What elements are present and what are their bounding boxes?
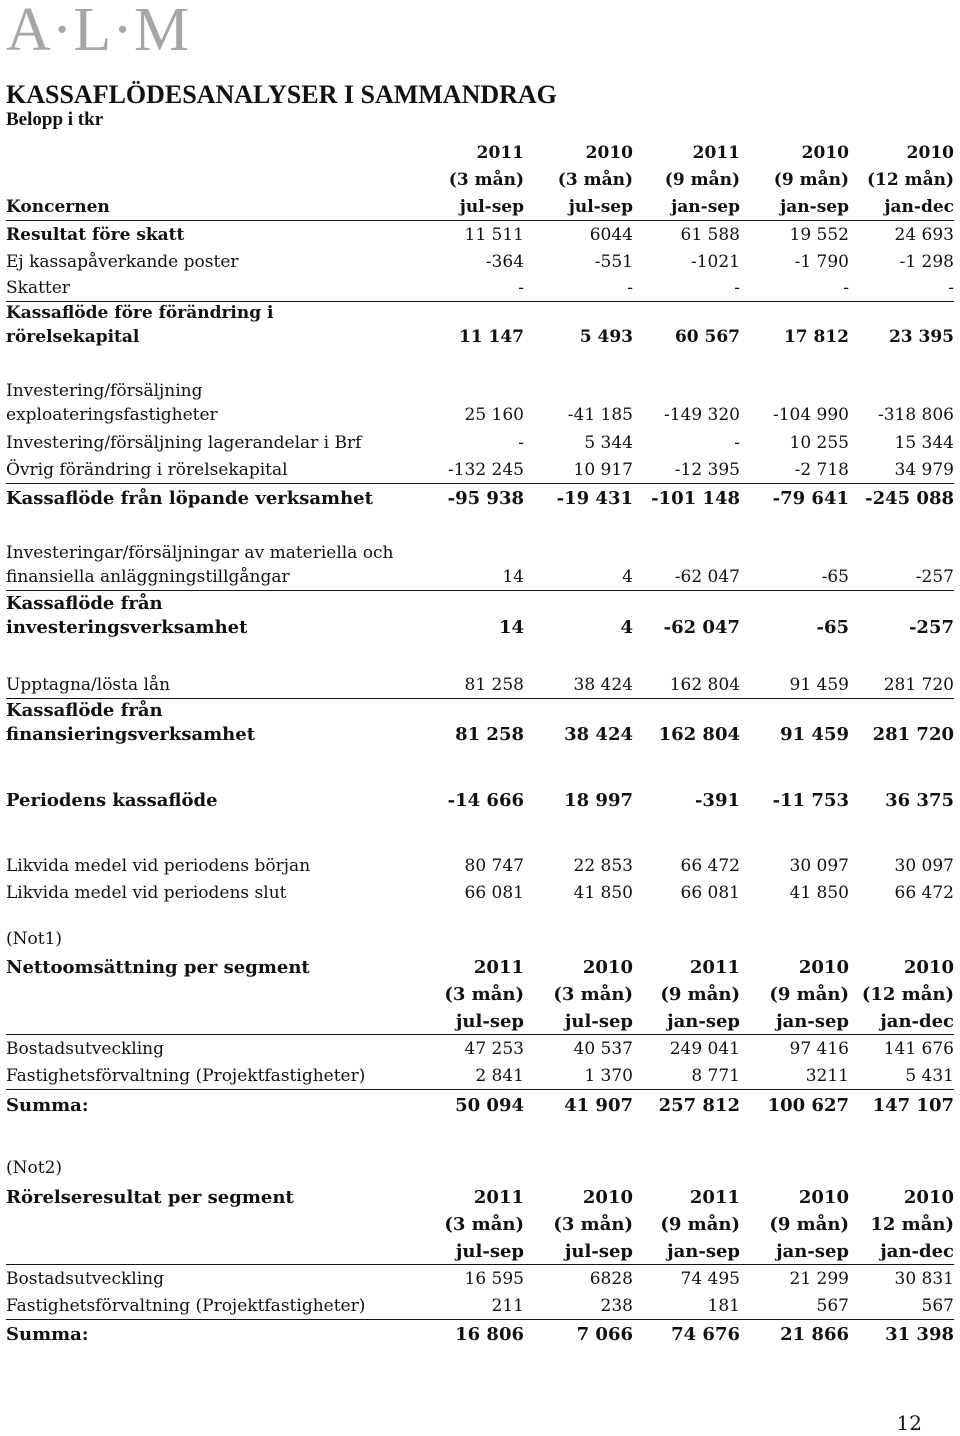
row-value: 30 097 (789, 856, 849, 876)
row-value: 80 747 (464, 856, 524, 876)
row-value: -1 298 (899, 252, 954, 272)
row-value: 23 395 (888, 327, 954, 347)
header-range: jan-dec (884, 197, 954, 217)
row-label: Investering/försäljning lagerandelar i Brf (6, 433, 362, 453)
row-label: rörelsekapital (6, 327, 140, 347)
row-value: - (734, 433, 740, 453)
row-label: Periodens kassaflöde (6, 790, 218, 811)
row-value: - (627, 278, 633, 298)
row-value: -551 (594, 252, 633, 272)
table-row (6, 1092, 954, 1118)
row-value: 16 595 (464, 1269, 524, 1289)
row-value: 21 299 (789, 1269, 849, 1289)
table-row (6, 853, 954, 879)
row-value: - (518, 278, 524, 298)
row-value: -65 (821, 567, 849, 587)
note2-title: Rörelseresultat per segment (6, 1187, 294, 1208)
row-value: -12 395 (674, 460, 740, 480)
row-value: 15 344 (894, 433, 954, 453)
table-row (6, 787, 954, 813)
row-value: - (843, 278, 849, 298)
row-label: Likvida medel vid periodens början (6, 856, 311, 876)
note1-header (6, 954, 954, 1036)
header-period: (3 mån) (553, 1214, 633, 1235)
header-range: jan-dec (880, 1011, 954, 1032)
note1-title: Nettoomsättning per segment (6, 957, 310, 978)
header-period: 12 mån) (870, 1214, 954, 1235)
row-label: Upptagna/lösta lån (6, 675, 171, 695)
row-value: 5 431 (905, 1066, 954, 1086)
row-value: -104 990 (772, 405, 849, 425)
row-value: -245 088 (865, 488, 954, 509)
row-value: 19 552 (789, 225, 849, 245)
header-range: jan-sep (671, 197, 740, 217)
header-year: 2010 (582, 1187, 633, 1208)
row-label: Bostadsutveckling (6, 1039, 164, 1059)
header-year: 2010 (798, 1187, 849, 1208)
table-row (6, 1036, 954, 1062)
row-value: 6828 (589, 1269, 633, 1289)
row-value: 47 253 (464, 1039, 524, 1059)
note1-tag: (Not1) (6, 929, 63, 949)
row-value: -14 666 (447, 790, 524, 811)
table-row (6, 485, 954, 511)
row-value: -391 (694, 790, 740, 811)
row-label: Övrig förändring i rörelsekapital (6, 460, 288, 480)
header-period: (12 mån) (866, 170, 954, 190)
row-label: finansiella anläggningstillgångar (6, 567, 290, 587)
row-value: 41 850 (573, 883, 633, 903)
row-value: 31 398 (885, 1324, 954, 1345)
row-label: Kassaflöde från (6, 700, 163, 721)
row-value: 38 424 (564, 724, 633, 745)
row-value: -1 790 (794, 252, 849, 272)
header-period: (9 mån) (660, 1214, 740, 1235)
row-value: 162 804 (669, 675, 740, 695)
table-row (6, 457, 954, 484)
row-value: - (948, 278, 954, 298)
header-year: 2011 (692, 143, 740, 163)
row-value: 5 493 (579, 327, 633, 347)
table-row (6, 1063, 954, 1090)
row-value: 18 997 (564, 790, 633, 811)
header-range: jan-sep (667, 1241, 740, 1262)
row-value: 81 258 (464, 675, 524, 695)
table-row (6, 430, 954, 456)
header-year: 2010 (906, 143, 954, 163)
row-value: 60 567 (674, 327, 740, 347)
row-value: 25 160 (464, 405, 524, 425)
header-period: (9 mån) (664, 170, 740, 190)
table-row (6, 380, 954, 428)
header-year: 2011 (689, 1187, 740, 1208)
row-label: Kassaflöde från löpande verksamhet (6, 488, 373, 509)
row-label: Kassaflöde från (6, 593, 163, 614)
row-value: -257 (915, 567, 954, 587)
row-value: 10 917 (573, 460, 633, 480)
row-value: 97 416 (789, 1039, 849, 1059)
header-period: (9 mån) (769, 1214, 849, 1235)
header-period: (3 mån) (557, 170, 633, 190)
header-range: jul-sep (459, 197, 524, 217)
row-value: 21 866 (780, 1324, 849, 1345)
header-period: (9 mån) (660, 984, 740, 1005)
header-period: (3 mån) (553, 984, 633, 1005)
header-range: jan-sep (776, 1011, 849, 1032)
table-row (6, 592, 954, 640)
table-row (6, 1293, 954, 1320)
note2-tag: (Not2) (6, 1158, 63, 1178)
header-year: 2010 (585, 143, 633, 163)
header-year: 2010 (903, 1187, 954, 1208)
row-label: Investering/försäljning (6, 381, 203, 401)
header-range: jul-sep (455, 1011, 524, 1032)
row-value: 66 472 (680, 856, 740, 876)
row-value: 211 (491, 1296, 524, 1316)
header-period: (3 mån) (444, 1214, 524, 1235)
header-period: (3 mån) (444, 984, 524, 1005)
row-value: 5 344 (584, 433, 633, 453)
row-value: 181 (707, 1296, 740, 1316)
header-range: jan-sep (780, 197, 849, 217)
row-label: exploateringsfastigheter (6, 405, 218, 425)
row-value: 66 081 (680, 883, 740, 903)
note2-header (6, 1184, 954, 1266)
table-row (6, 1321, 954, 1347)
row-value: -95 938 (447, 488, 524, 509)
row-value: 11 147 (458, 327, 524, 347)
row-value: -101 148 (651, 488, 740, 509)
header-range: jan-sep (776, 1241, 849, 1262)
row-value: 30 097 (894, 856, 954, 876)
header-range: jan-sep (667, 1011, 740, 1032)
row-value: -364 (485, 252, 524, 272)
row-label: Skatter (6, 278, 70, 298)
row-value: 36 375 (885, 790, 954, 811)
table-row (6, 275, 954, 302)
header-year: 2011 (473, 957, 524, 978)
row-value: 100 627 (767, 1095, 849, 1116)
header-period: (9 mån) (769, 984, 849, 1005)
row-label: Summa: (6, 1324, 89, 1345)
row-value: 91 459 (789, 675, 849, 695)
row-value: 249 041 (669, 1039, 740, 1059)
row-value: 3211 (805, 1066, 849, 1086)
row-value: 17 812 (783, 327, 849, 347)
row-label: Resultat före skatt (6, 225, 185, 245)
row-value: 50 094 (455, 1095, 524, 1116)
main-table-header (6, 140, 954, 222)
alm-logo: A·L·M (6, 0, 191, 64)
row-value: 91 459 (780, 724, 849, 745)
row-label: Fastighetsförvaltning (Projektfastigheter) (6, 1066, 366, 1086)
row-value: 38 424 (573, 675, 633, 695)
header-year: 2010 (801, 143, 849, 163)
row-value: - (734, 278, 740, 298)
row-label: Fastighetsförvaltning (Projektfastigheter) (6, 1296, 366, 1316)
row-label: Ej kassapåverkande poster (6, 252, 239, 272)
row-value: -41 185 (567, 405, 633, 425)
row-value: 16 806 (455, 1324, 524, 1345)
row-value: - (518, 433, 524, 453)
row-value: 1 370 (584, 1066, 633, 1086)
row-value: 147 107 (872, 1095, 954, 1116)
row-value: 567 (816, 1296, 849, 1316)
row-value: 30 831 (894, 1269, 954, 1289)
row-value: -62 047 (663, 617, 740, 638)
table-row (6, 699, 954, 747)
header-year: 2010 (582, 957, 633, 978)
header-period: (12 mån) (861, 984, 954, 1005)
row-value: 41 850 (789, 883, 849, 903)
header-year: 2011 (689, 957, 740, 978)
row-value: 41 907 (564, 1095, 633, 1116)
row-value: 257 812 (658, 1095, 740, 1116)
page-number: 12 (896, 1411, 922, 1435)
row-value: 7 066 (576, 1324, 633, 1345)
row-value: 238 (600, 1296, 633, 1316)
currency-subtitle: Belopp i tkr (6, 109, 104, 130)
row-value: -1021 (690, 252, 740, 272)
table-row (6, 1266, 954, 1292)
page-title: KASSAFLÖDESANALYSER I SAMMANDRAG (6, 80, 557, 109)
header-period: (9 mån) (773, 170, 849, 190)
row-value: 2 841 (475, 1066, 524, 1086)
row-value: 6044 (589, 225, 633, 245)
header-year: 2010 (798, 957, 849, 978)
row-value: 14 (502, 567, 524, 587)
header-range: jul-sep (564, 1011, 633, 1032)
row-value: -62 047 (674, 567, 740, 587)
row-value: 22 853 (573, 856, 633, 876)
row-value: 567 (921, 1296, 954, 1316)
row-value: 66 472 (894, 883, 954, 903)
row-value: 162 804 (658, 724, 740, 745)
header-year: 2011 (473, 1187, 524, 1208)
row-value: 34 979 (894, 460, 954, 480)
row-value: 10 255 (789, 433, 849, 453)
header-year: 2010 (903, 957, 954, 978)
row-value: 4 (622, 567, 633, 587)
row-value: -2 718 (794, 460, 849, 480)
row-label: Likvida medel vid periodens slut (6, 883, 287, 903)
row-value: 74 676 (671, 1324, 740, 1345)
row-value: 281 720 (883, 675, 954, 695)
row-value: -149 320 (663, 405, 740, 425)
row-value: 11 511 (464, 225, 524, 245)
row-label: finansieringsverksamhet (6, 724, 256, 745)
header-year: 2011 (476, 143, 524, 163)
row-value: -11 753 (772, 790, 849, 811)
row-value: 61 588 (680, 225, 740, 245)
row-label: investeringsverksamhet (6, 617, 248, 638)
row-value: -257 (908, 617, 954, 638)
row-value: 8 771 (691, 1066, 740, 1086)
row-label: Summa: (6, 1095, 89, 1116)
header-range: jul-sep (568, 197, 633, 217)
header-label: Koncernen (6, 197, 110, 217)
row-value: 4 (620, 617, 633, 638)
table-row (6, 672, 954, 699)
row-value: -65 (816, 617, 849, 638)
table-row (6, 880, 954, 906)
header-period: (3 mån) (448, 170, 524, 190)
row-value: -19 431 (556, 488, 633, 509)
row-value: -132 245 (447, 460, 524, 480)
row-value: 66 081 (464, 883, 524, 903)
table-row (6, 542, 954, 591)
table-row (6, 302, 954, 350)
row-value: -79 641 (772, 488, 849, 509)
header-range: jan-dec (880, 1241, 954, 1262)
row-value: 81 258 (455, 724, 524, 745)
table-row (6, 222, 954, 248)
header-range: jul-sep (455, 1241, 524, 1262)
row-value: 40 537 (573, 1039, 633, 1059)
row-value: 24 693 (894, 225, 954, 245)
row-label: Investeringar/försäljningar av materiella och (6, 543, 394, 563)
row-value: 281 720 (872, 724, 954, 745)
row-label: Kassaflöde före förändring i (6, 303, 274, 323)
row-value: 74 495 (680, 1269, 740, 1289)
row-value: -318 806 (877, 405, 954, 425)
header-range: jul-sep (564, 1241, 633, 1262)
table-row (6, 249, 954, 275)
row-value: 141 676 (883, 1039, 954, 1059)
row-label: Bostadsutveckling (6, 1269, 164, 1289)
row-value: 14 (498, 617, 524, 638)
